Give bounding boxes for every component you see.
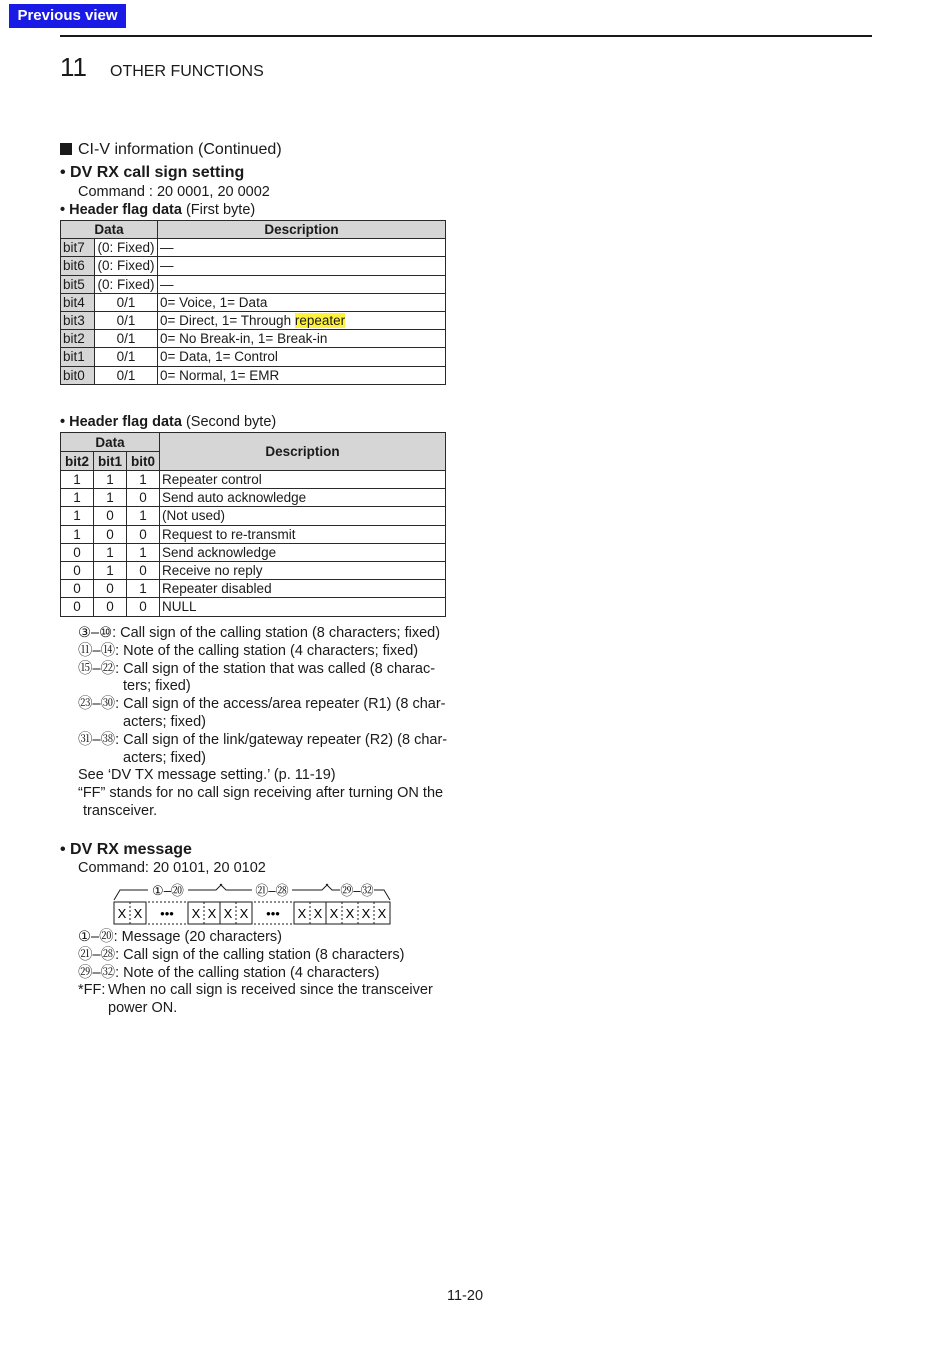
table-row	[61, 471, 446, 489]
bit1-cell: 1	[94, 543, 127, 561]
description-cell	[158, 311, 446, 329]
table-header-bit2: bit2	[61, 452, 94, 471]
value-cell: 0/1	[95, 366, 158, 384]
section-heading-text: CI-V information (Continued)	[78, 141, 282, 158]
bit1-cell: 0	[94, 580, 127, 598]
diagram-label-message: ①–⑳	[152, 883, 184, 898]
header-flag-first-label-bold: • Header flag data	[60, 202, 182, 218]
note-item	[78, 696, 448, 714]
note-item	[78, 929, 448, 947]
chapter-number: 11	[60, 52, 87, 82]
bit2-cell: 1	[61, 489, 94, 507]
description-cell: Receive no reply	[160, 561, 446, 579]
header-flag-first-byte-table	[60, 220, 446, 385]
diagram-cell: X	[191, 906, 201, 921]
note-key: ⑮–㉒	[78, 660, 116, 677]
description-text: 0= Direct, 1= Through	[160, 313, 292, 329]
page-number: 11-20	[447, 1288, 484, 1304]
bit2-cell: 0	[61, 598, 94, 616]
bit-cell: bit5	[61, 275, 95, 293]
bit1-cell: 0	[94, 598, 127, 616]
ff-footnote	[78, 982, 448, 1000]
bit-cell: bit2	[61, 330, 95, 348]
note-continuation: acters; fixed)	[123, 749, 206, 766]
note-text: : Call sign of the station that was called (8 charac-	[115, 660, 436, 677]
diagram-cell: X	[223, 906, 233, 921]
bit1-cell: 0	[94, 525, 127, 543]
diagram-label-note: ㉙–㉜	[340, 883, 374, 898]
header-flag-second-byte-table	[60, 432, 446, 617]
description-cell: 0= Normal, 1= EMR	[158, 366, 446, 384]
note-continuation: ters; fixed)	[123, 678, 191, 695]
rx-message-byte-diagram	[112, 880, 394, 928]
value-cell: (0: Fixed)	[95, 239, 158, 257]
bit1-cell: 1	[94, 561, 127, 579]
bit1-cell: 1	[94, 471, 127, 489]
bit-cell: bit3	[61, 311, 95, 329]
diagram-cell: X	[329, 906, 339, 921]
header-flag-first-label	[60, 202, 255, 218]
note-text: : Note of the calling station (4 characters)	[115, 964, 380, 981]
note-item	[78, 661, 448, 679]
bit2-cell: 0	[61, 543, 94, 561]
table-row	[61, 257, 446, 275]
bit0-cell: 0	[127, 489, 160, 507]
dv-rx-message-command: Command: 20 0101, 20 0102	[78, 860, 266, 876]
header-rule	[60, 35, 872, 37]
value-cell: 0/1	[95, 348, 158, 366]
table-row	[61, 330, 446, 348]
bit1-cell: 0	[94, 507, 127, 525]
note-continuation: acters; fixed)	[123, 713, 206, 730]
bit0-cell: 0	[127, 525, 160, 543]
table-header-data: Data	[61, 221, 158, 239]
callsign-notes	[78, 625, 448, 821]
table-row	[61, 293, 446, 311]
table-row	[61, 489, 446, 507]
diagram-cell: X	[377, 906, 387, 921]
note-key: ③–⑩	[78, 625, 113, 641]
bit0-cell: 1	[127, 507, 160, 525]
note-key: ⑪–⑭	[78, 642, 116, 659]
table-row	[61, 348, 446, 366]
ff-note-line1: “FF” stands for no call sign receiving after turning ON the	[78, 785, 444, 802]
square-bullet-icon	[60, 143, 72, 155]
header-flag-second-label	[60, 414, 276, 430]
note-text: : Message (20 characters)	[113, 929, 283, 945]
table-header-bit1: bit1	[94, 452, 127, 471]
bit-cell: bit0	[61, 366, 95, 384]
ff-footnote-text: When no call sign is received since the transceiver	[108, 982, 433, 999]
bit2-cell: 1	[61, 507, 94, 525]
note-text: : Call sign of the calling station (8 characters; fixed)	[112, 625, 441, 641]
table-row	[61, 598, 446, 616]
section-heading	[60, 141, 282, 159]
note-key: ㉛–㊳	[78, 731, 116, 748]
chapter-title: OTHER FUNCTIONS	[110, 63, 264, 80]
description-cell: —	[158, 275, 446, 293]
bit2-cell: 1	[61, 525, 94, 543]
note-item	[78, 965, 448, 983]
table-row	[61, 561, 446, 579]
table-row	[61, 525, 446, 543]
note-item	[78, 732, 448, 750]
previous-view-button[interactable]: Previous view	[9, 4, 126, 28]
ff-note-line2: transceiver.	[83, 802, 158, 819]
note-key: ㉑–㉘	[78, 946, 116, 963]
diagram-cell: X	[207, 906, 217, 921]
description-cell: (Not used)	[160, 507, 446, 525]
description-cell: —	[158, 257, 446, 275]
note-text: : Call sign of the calling station (8 characters)	[115, 946, 405, 963]
dv-rx-callsign-title: • DV RX call sign setting	[60, 164, 245, 181]
table-row	[61, 580, 446, 598]
description-cell: NULL	[160, 598, 446, 616]
table-header-bit0: bit0	[127, 452, 160, 471]
bit0-cell: 1	[127, 471, 160, 489]
highlighted-word: repeater	[294, 313, 346, 329]
diagram-label-callsign: ㉑–㉘	[255, 883, 289, 898]
description-cell: Send acknowledge	[160, 543, 446, 561]
diagram-ellipsis: •••	[160, 906, 174, 921]
bit2-cell: 0	[61, 561, 94, 579]
dv-rx-message-title: • DV RX message	[60, 841, 192, 858]
bit0-cell: 1	[127, 543, 160, 561]
diagram-cell: X	[313, 906, 323, 921]
description-cell: 0= No Break-in, 1= Break-in	[158, 330, 446, 348]
table-header-data: Data	[61, 433, 160, 452]
value-cell: 0/1	[95, 311, 158, 329]
description-cell: Send auto acknowledge	[160, 489, 446, 507]
table-row	[61, 507, 446, 525]
table-row	[61, 311, 446, 329]
bit1-cell: 1	[94, 489, 127, 507]
note-text: : Call sign of the link/gateway repeater (R2) (8 char-	[115, 731, 448, 748]
bit0-cell: 0	[127, 598, 160, 616]
note-text: : Call sign of the access/area repeater (R1) (8 char-	[115, 696, 446, 713]
diagram-cell: X	[361, 906, 371, 921]
table-row	[61, 239, 446, 257]
see-reference: See ‘DV TX message setting.’ (p. 11-19)	[78, 767, 336, 784]
diagram-cell: X	[239, 906, 249, 921]
table-header-row	[61, 221, 446, 239]
value-cell: 0/1	[95, 330, 158, 348]
value-cell: (0: Fixed)	[95, 275, 158, 293]
header-flag-second-label-bold: • Header flag data	[60, 414, 182, 430]
diagram-cell: X	[133, 906, 143, 921]
bit-cell: bit7	[61, 239, 95, 257]
description-cell: Request to re-transmit	[160, 525, 446, 543]
description-cell: —	[158, 239, 446, 257]
bit0-cell: 0	[127, 561, 160, 579]
diagram-cell: X	[345, 906, 355, 921]
table-header-row	[61, 433, 446, 452]
bit-cell: bit6	[61, 257, 95, 275]
note-item	[78, 947, 448, 965]
description-cell: 0= Data, 1= Control	[158, 348, 446, 366]
description-cell: 0= Voice, 1= Data	[158, 293, 446, 311]
bit2-cell: 1	[61, 471, 94, 489]
note-key: ㉓–㉚	[78, 696, 116, 713]
header-flag-first-label-rest: (First byte)	[181, 202, 256, 218]
table-row	[61, 543, 446, 561]
rx-message-notes	[78, 929, 448, 1018]
table-row	[61, 366, 446, 384]
description-cell: Repeater disabled	[160, 580, 446, 598]
value-cell: 0/1	[95, 293, 158, 311]
bit2-cell: 0	[61, 580, 94, 598]
ff-footnote-key: *FF:	[78, 982, 106, 999]
description-cell: Repeater control	[160, 471, 446, 489]
diagram-cell: X	[297, 906, 307, 921]
diagram-ellipsis: •••	[266, 906, 280, 921]
table-row	[61, 275, 446, 293]
bit0-cell: 1	[127, 580, 160, 598]
note-item	[78, 625, 448, 643]
note-key: ㉙–㉜	[78, 964, 116, 981]
note-item	[78, 643, 448, 661]
note-text: : Note of the calling station (4 characters; fixed)	[115, 642, 419, 659]
diagram-cell: X	[117, 906, 127, 921]
bit-cell: bit4	[61, 293, 95, 311]
header-flag-second-label-rest: (Second byte)	[181, 414, 277, 430]
table-header-description: Description	[160, 433, 446, 471]
value-cell: (0: Fixed)	[95, 257, 158, 275]
note-key: ①–⑳	[78, 929, 114, 945]
table-header-description: Description	[158, 221, 446, 239]
bit-cell: bit1	[61, 348, 95, 366]
ff-footnote-continuation: power ON.	[108, 1000, 178, 1017]
dv-rx-callsign-command: Command : 20 0001, 20 0002	[78, 184, 270, 200]
